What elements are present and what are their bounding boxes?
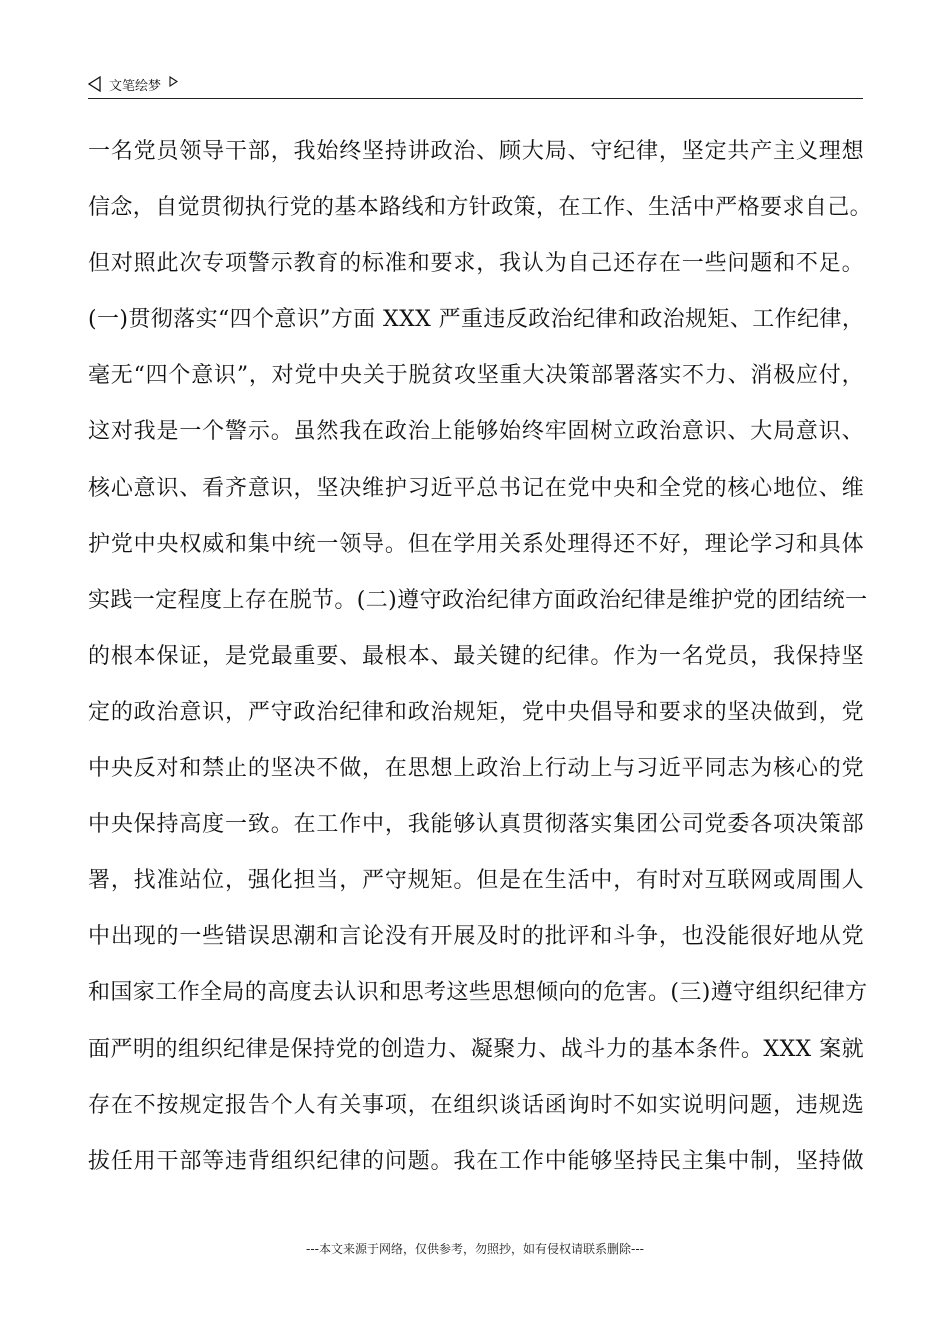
text-line: 一名党员领导干部，我始终坚持讲政治、顾大局、守纪律，坚定共产主义理想: [88, 139, 864, 164]
text-line: 署，找准站位，强化担当，严守规矩。但是在生活中，有时对互联网或周围人: [88, 868, 864, 894]
text-line: 毫无“四个意识”，对党中央关于脱贫攻坚重大决策部署落实不力、消极应付，: [88, 363, 864, 389]
text-line: 信念，自觉贯彻执行党的基本路线和方针政策，在工作、生活中严格要求自己。: [88, 195, 873, 221]
text-line: 核心意识、看齐意识，坚决维护习近平总书记在党中央和全党的核心地位、维: [88, 475, 864, 501]
text-line: 实践一定程度上存在脱节。(二)遵守政治纪律方面政治纪律是维护党的团结统一: [88, 587, 868, 613]
text-line: 中央保持高度一致。在工作中，我能够认真贯彻落实集团公司党委各项决策部: [88, 812, 864, 838]
text-line: 但对照此次专项警示教育的标准和要求，我认为自己还存在一些问题和不足。: [88, 251, 864, 277]
text-line: 拔任用干部等违背组织纪律的问题。我在工作中能够坚持民主集中制，坚持做: [88, 1148, 864, 1174]
page-header: [88, 72, 863, 99]
text-line: 定的政治意识，严守政治纪律和政治规矩，党中央倡导和要求的坚决做到，党: [88, 699, 864, 725]
header-title: 文笔绘梦: [109, 78, 162, 94]
text-line: 这对我是一个警示。虽然我在政治上能够始终牢固树立政治意识、大局意识、: [88, 419, 864, 445]
text-line: 中央反对和禁止的坚决不做，在思想上政治上行动上与习近平同志为核心的党: [88, 756, 864, 782]
text-line: 和国家工作全局的高度去认识和思考这些思想倾向的危害。(三)遵守组织纪律方: [88, 980, 868, 1006]
text-line: 中出现的一些错误思潮和言论没有开展及时的批评和斗争，也没能很好地从党: [88, 924, 864, 950]
text-line: 存在不按规定报告个人有关事项，在组织谈话函询时不如实说明问题，违规选: [88, 1092, 864, 1118]
document-body: [88, 129, 873, 1195]
footer-disclaimer: ---本文来源于网络，仅供参考，勿照抄，如有侵权请联系删除---: [306, 1242, 644, 1256]
triangle-right-icon: [169, 76, 178, 87]
triangle-left-icon: [88, 76, 101, 92]
text-line: (一)贯彻落实“四个意识”方面 XXX 严重违反政治纪律和政治规矩、工作纪律，: [88, 307, 865, 333]
text-line: 面严明的组织纪律是保持党的创造力、凝聚力、战斗力的基本条件。XXX 案就: [88, 1036, 864, 1062]
text-line: 的根本保证，是党最重要、最根本、最关键的纪律。作为一名党员，我保持坚: [88, 643, 864, 669]
text-line: 护党中央权威和集中统一领导。但在学用关系处理得还不好，理论学习和具体: [88, 531, 864, 557]
